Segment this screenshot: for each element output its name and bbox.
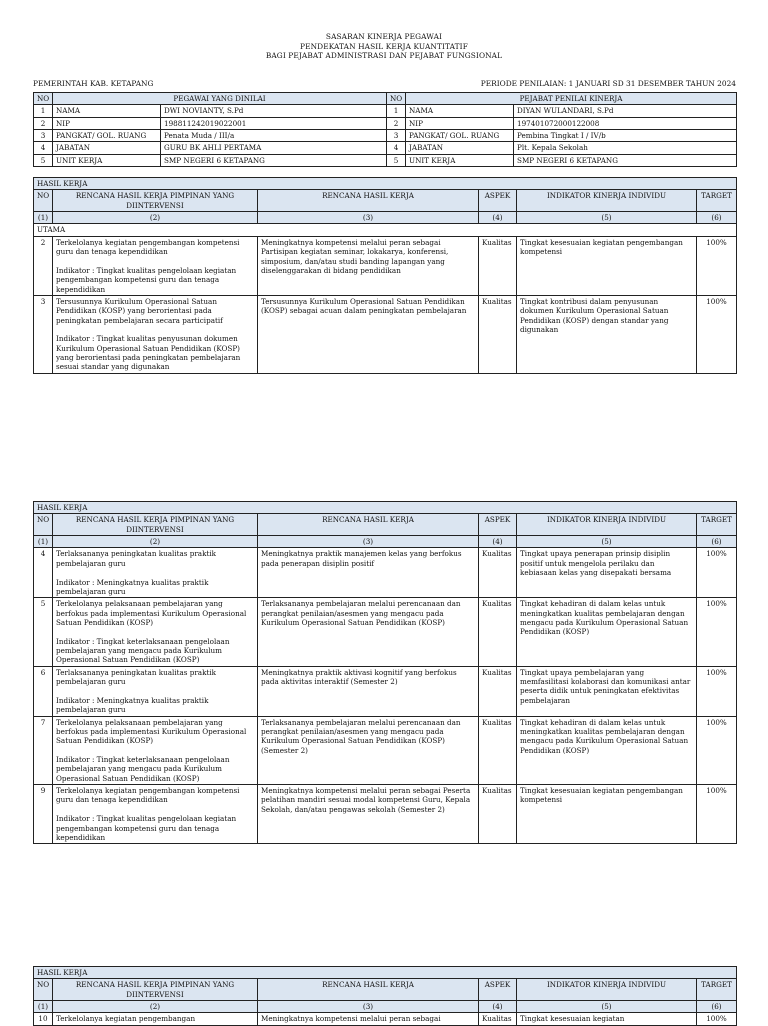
column-number-5: (5)	[517, 212, 697, 224]
table-row	[34, 548, 737, 598]
leader-work-plan: Terkelolanya kegiatan pengembangan kompetensi guru dan tenaga kependidikan Indikator : Tingkat kualitas pengelolaan kegiatan pengembangan kompetensi guru dan tenaga kependidikan	[53, 236, 258, 295]
work-results-table-3	[33, 966, 737, 1026]
work-plan: Terlaksananya pembelajaran melalui perencanaan dan perangkat penilaian/asesmen yang mengacu pada Kurikulum Operasional Satuan Pendidikan (KOSP)	[258, 598, 479, 667]
identity-field-label: NAMA	[53, 105, 161, 117]
work-results-table-1	[33, 177, 737, 374]
target: 100%	[697, 1013, 737, 1025]
work-plan: Meningkatnya kompetensi melalui peran sebagai Peserta pelatihan mandiri sesuai modal kompetensi Guru, Kepala Sekolah, dan/atau pengawas sekolah (Semester 2)	[258, 785, 479, 844]
column-header-aspect: ASPEK	[479, 514, 517, 536]
column-header-work-plan: RENCANA HASIL KERJA	[258, 514, 479, 536]
identity-field-label-2: PANGKAT/ GOL. RUANG	[406, 130, 514, 142]
aspect: Kualitas	[479, 785, 517, 844]
work-plan: Terlaksananya pembelajaran melalui perencanaan dan perangkat penilaian/asesmen yang mengacu pada Kurikulum Operasional Satuan Pendidikan (KOSP) (Semester 2)	[258, 716, 479, 785]
identity-row-number: 1	[34, 105, 53, 117]
target: 100%	[697, 666, 737, 716]
row-number: 3	[34, 295, 53, 373]
column-header-row	[34, 190, 737, 212]
column-header-indicator: INDIKATOR KINERJA INDIVIDU	[517, 514, 697, 536]
column-number-4: (4)	[479, 536, 517, 548]
column-number-1: (1)	[34, 536, 53, 548]
work-plan: Meningkatnya praktik manajemen kelas yang berfokus pada penerapan disiplin positif	[258, 548, 479, 598]
identity-row	[34, 117, 737, 129]
identity-field-label-2: JABATAN	[406, 142, 514, 154]
title-line-3: BAGI PEJABAT ADMINISTRASI DAN PEJABAT FUNGSIONAL	[265, 51, 503, 61]
target: 100%	[697, 716, 737, 785]
table-row	[34, 716, 737, 785]
column-header-no: NO	[34, 514, 53, 536]
column-header-work-plan: RENCANA HASIL KERJA	[258, 190, 479, 212]
leader-work-plan: Tersusunnya Kurikulum Operasional Satuan Pendidikan (KOSP) yang berorientasi pada peningkatan pembelajaran secara participatif Indikator : Tingkat kualitas penyusunan dokumen Kurikulum Operasional Satuan Pendidikan (KOSP) yang berorientasi pada peningkatan pembelajaran sesuai standar yang digunakan	[53, 295, 258, 373]
row-number: 6	[34, 666, 53, 716]
column-number-6: (6)	[697, 1001, 737, 1013]
column-number-5: (5)	[517, 536, 697, 548]
table-row	[34, 598, 737, 667]
work-plan: Tersusunnya Kurikulum Operasional Satuan Pendidikan (KOSP) sebagai acuan dalam peningkatan pembelajaran	[258, 295, 479, 373]
identity-row-number-2: 5	[387, 154, 406, 166]
column-header-indicator: INDIKATOR KINERJA INDIVIDU	[517, 190, 697, 212]
column-number-1: (1)	[34, 1001, 53, 1013]
identity-field-label-2: UNIT KERJA	[406, 154, 514, 166]
appraiser-value: Plt. Kepala Sekolah	[514, 142, 737, 154]
section-title: HASIL KERJA	[34, 967, 737, 979]
identity-no-header: NO	[34, 93, 53, 105]
identity-row	[34, 105, 737, 117]
column-number-row	[34, 536, 737, 548]
target: 100%	[697, 236, 737, 295]
identity-field-label: PANGKAT/ GOL. RUANG	[53, 130, 161, 142]
column-header-indicator: INDIKATOR KINERJA INDIVIDU	[517, 979, 697, 1001]
aspect: Kualitas	[479, 716, 517, 785]
column-number-4: (4)	[479, 1001, 517, 1013]
identity-row-number-2: 3	[387, 130, 406, 142]
appraised-employee-value: GURU BK AHLI PERTAMA	[161, 142, 387, 154]
column-header-target: TARGET	[697, 979, 737, 1001]
title-line-1: SASARAN KINERJA PEGAWAI	[325, 32, 443, 41]
row-number: 5	[34, 598, 53, 667]
performance-indicator: Tingkat kesesuaian kegiatan pengembangan kompetensi	[517, 785, 697, 844]
column-header-aspect: ASPEK	[479, 190, 517, 212]
appraiser-value: 197401072000122008	[514, 117, 737, 129]
section-title: HASIL KERJA	[34, 178, 737, 190]
identity-header-row	[34, 93, 737, 105]
table-row	[34, 666, 737, 716]
identity-row-number: 4	[34, 142, 53, 154]
column-number-row	[34, 1001, 737, 1013]
row-number: 7	[34, 716, 53, 785]
section-title-row	[34, 178, 737, 190]
column-number-3: (3)	[258, 1001, 479, 1013]
column-number-3: (3)	[258, 212, 479, 224]
identity-field-label-2: NAMA	[406, 105, 514, 117]
identity-row-number: 5	[34, 154, 53, 166]
column-header-aspect: ASPEK	[479, 979, 517, 1001]
column-header-no: NO	[34, 979, 53, 1001]
column-number-5: (5)	[517, 1001, 697, 1013]
work-results-table-2	[33, 501, 737, 844]
column-header-leader-plan: RENCANA HASIL KERJA PIMPINAN YANG DIINTERVENSI	[53, 514, 258, 536]
target: 100%	[697, 785, 737, 844]
aspect: Kualitas	[479, 236, 517, 295]
aspect: Kualitas	[479, 1013, 517, 1025]
row-number: 4	[34, 548, 53, 598]
appraiser-value: DIYAN WULANDARI, S.Pd	[514, 105, 737, 117]
identity-row	[34, 142, 737, 154]
identity-table	[33, 92, 737, 167]
appraised-employee-value: DWI NOVIANTY, S.Pd	[161, 105, 387, 117]
column-number-2: (2)	[53, 536, 258, 548]
appraised-employee-header: PEGAWAI YANG DINILAI	[53, 93, 387, 105]
column-number-3: (3)	[258, 536, 479, 548]
column-header-row	[34, 514, 737, 536]
performance-indicator: Tingkat kesesuaian kegiatan pengembangan kompetensi	[517, 236, 697, 295]
appraised-employee-value: 198811242019022001	[161, 117, 387, 129]
work-plan: Meningkatnya kompetensi melalui peran sebagai	[258, 1013, 479, 1025]
appraiser-header: PEJABAT PENILAI KINERJA	[406, 93, 737, 105]
column-number-6: (6)	[697, 536, 737, 548]
column-header-work-plan: RENCANA HASIL KERJA	[258, 979, 479, 1001]
target: 100%	[697, 295, 737, 373]
identity-field-label: JABATAN	[53, 142, 161, 154]
table-row	[34, 785, 737, 844]
category-row	[34, 224, 737, 236]
table-row	[34, 295, 737, 373]
identity-no-header-2: NO	[387, 93, 406, 105]
section-title: HASIL KERJA	[34, 502, 737, 514]
column-number-2: (2)	[53, 212, 258, 224]
category-label-utama: UTAMA	[34, 224, 737, 236]
title-line-2: PENDEKATAN HASIL KERJA KUANTITATIF	[300, 41, 468, 51]
aspect: Kualitas	[479, 295, 517, 373]
leader-work-plan: Terkelolanya kegiatan pengembangan	[53, 1013, 258, 1025]
performance-indicator: Tingkat upaya penerapan prinsip disiplin positif untuk mengelola perilaku dan kebiasaan kelas yang disepakati bersama	[517, 548, 697, 598]
leader-work-plan: Terkelolanya kegiatan pengembangan kompetensi guru dan tenaga kependidikan Indikator : Tingkat kualitas pengelolaan kegiatan pengembangan kompetensi guru dan tenaga kependidikan	[53, 785, 258, 844]
target: 100%	[697, 598, 737, 667]
section-title-row	[34, 967, 737, 979]
identity-field-label-2: NIP	[406, 117, 514, 129]
target: 100%	[697, 548, 737, 598]
table-row	[34, 1013, 737, 1025]
aspect: Kualitas	[479, 598, 517, 667]
identity-row-number-2: 4	[387, 142, 406, 154]
identity-row	[34, 130, 737, 142]
performance-indicator: Tingkat upaya pembelajaran yang memfasilitasi kolaborasi dan komunikasi antar peserta didik untuk peningkatan efektivitas pembelajaran	[517, 666, 697, 716]
row-number: 10	[34, 1013, 53, 1025]
row-number: 2	[34, 236, 53, 295]
row-number: 9	[34, 785, 53, 844]
agency-label: PEMERINTAH KAB. KETAPANG	[33, 79, 154, 88]
appraised-employee-value: Penata Muda / III/a	[161, 130, 387, 142]
column-header-leader-plan: RENCANA HASIL KERJA PIMPINAN YANG DIINTERVENSI	[53, 979, 258, 1001]
performance-indicator: Tingkat kehadiran di dalam kelas untuk meningkatkan kualitas pembelajaran dengan mengacu pada Kurikulum Operasional Satuan Pendidikan (KOSP)	[517, 598, 697, 667]
leader-work-plan: Terlaksananya peningkatan kualitas praktik pembelajaran guru Indikator : Meningkatnya kualitas praktik pembelajaran guru	[53, 548, 258, 598]
performance-indicator: Tingkat kontribusi dalam penyusunan dokumen Kurikulum Operasional Satuan Pendidikan (KOSP) dengan standar yang digunakan	[517, 295, 697, 373]
identity-field-label: NIP	[53, 117, 161, 129]
period-label: PERIODE PENILAIAN: 1 JANUARI SD 31 DESEMBER TAHUN 2024	[480, 79, 736, 88]
leader-work-plan: Terlaksananya peningkatan kualitas praktik pembelajaran guru Indikator : Meningkatnya kualitas praktik pembelajaran guru	[53, 666, 258, 716]
performance-indicator: Tingkat kehadiran di dalam kelas untuk meningkatkan kualitas pembelajaran dengan mengacu pada Kurikulum Operasional Satuan Pendidikan (KOSP)	[517, 716, 697, 785]
identity-field-label: UNIT KERJA	[53, 154, 161, 166]
column-number-row	[34, 212, 737, 224]
identity-row	[34, 154, 737, 166]
aspect: Kualitas	[479, 548, 517, 598]
column-number-2: (2)	[53, 1001, 258, 1013]
section-title-row	[34, 502, 737, 514]
work-plan: Meningkatnya praktik aktivasi kognitif yang berfokus pada aktivitas interaktif (Semester 2)	[258, 666, 479, 716]
column-header-target: TARGET	[697, 514, 737, 536]
aspect: Kualitas	[479, 666, 517, 716]
leader-work-plan: Terkelolanya pelaksanaan pembelajaran yang berfokus pada implementasi Kurikulum Operasional Satuan Pendidikan (KOSP) Indikator : Tingkat keterlaksanaan pengelolaan pembelajaran yang mengacu pada Kurikulum Operasional Satuan Pendidikan (KOSP)	[53, 598, 258, 667]
meta-row	[33, 79, 736, 89]
identity-row-number-2: 2	[387, 117, 406, 129]
identity-row-number: 3	[34, 130, 53, 142]
identity-row-number: 2	[34, 117, 53, 129]
table-row	[34, 236, 737, 295]
column-header-no: NO	[34, 190, 53, 212]
column-number-1: (1)	[34, 212, 53, 224]
identity-row-number-2: 1	[387, 105, 406, 117]
performance-indicator: Tingkat kesesuaian kegiatan	[517, 1013, 697, 1025]
page-title	[0, 32, 768, 61]
appraiser-value: SMP NEGERI 6 KETAPANG	[514, 154, 737, 166]
appraised-employee-value: SMP NEGERI 6 KETAPANG	[161, 154, 387, 166]
column-header-target: TARGET	[697, 190, 737, 212]
column-header-row	[34, 979, 737, 1001]
column-header-leader-plan: RENCANA HASIL KERJA PIMPINAN YANG DIINTERVENSI	[53, 190, 258, 212]
leader-work-plan: Terkelolanya pelaksanaan pembelajaran yang berfokus pada implementasi Kurikulum Operasional Satuan Pendidikan (KOSP) Indikator : Tingkat keterlaksanaan pengelolaan pembelajaran yang mengacu pada Kurikulum Operasional Satuan Pendidikan (KOSP)	[53, 716, 258, 785]
work-plan: Meningkatnya kompetensi melalui peran sebagai Partisipan kegiatan seminar, lokakarya, konferensi, simposium, dan/atau studi banding lapangan yang diselenggarakan di bidang pendidikan	[258, 236, 479, 295]
column-number-6: (6)	[697, 212, 737, 224]
appraiser-value: Pembina Tingkat I / IV/b	[514, 130, 737, 142]
column-number-4: (4)	[479, 212, 517, 224]
